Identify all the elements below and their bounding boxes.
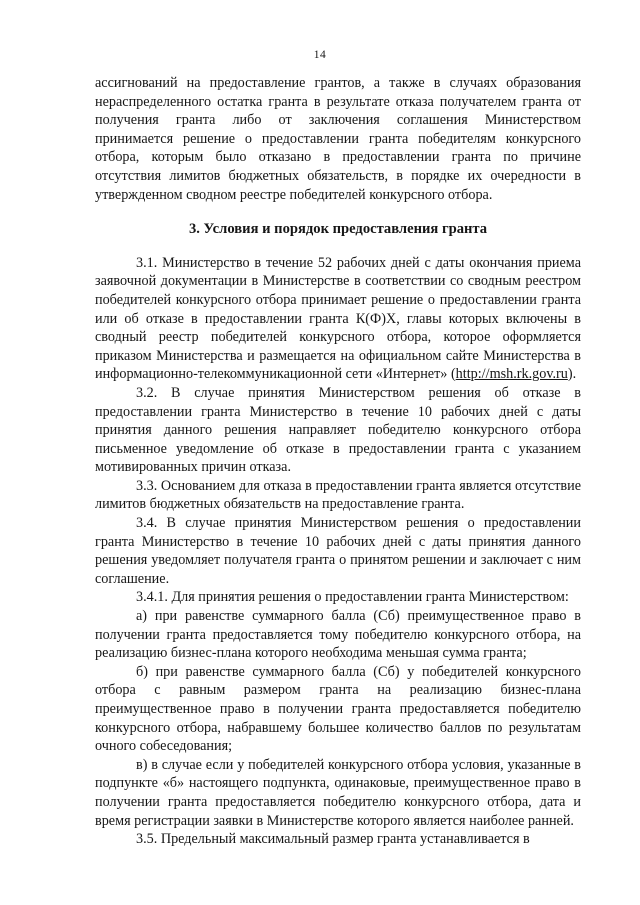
paragraph-3-4-1: 3.4.1. Для принятия решения о предоставлении гранта Министерством: <box>136 589 569 606</box>
paragraph-3-2: 3.2. В случае принятия Министерством решения об отказе в предоставлении гранта Министерство в течение 10 рабочих дней с даты принятия данного решения направляет победителю конкурсного отбора письменное уведомление об отказе в предоставлении гранта с указанием мотивированных причин отказа. <box>95 384 581 476</box>
paragraph-3-1-text: 3.1. Министерство в течение 52 рабочих дней с даты окончания приема заявочной документации в Министерстве в соответствии со сводным реестром победителей конкурсного отбора принимает решение о предоставлении гранта или об отказе в предоставлении гранта К(Ф)Х, главы которых включены в сводный реестр победителей конкурсного отбора, которое оформляется приказом Министерства и размещается на официальном сайте Министерства в информационно-телекоммуникационной сети «Интернет» ( <box>95 254 581 383</box>
page-number: 14 <box>313 49 327 61</box>
ministry-website-link[interactable]: http://msh.rk.gov.ru <box>455 366 568 383</box>
section-heading: 3. Условия и порядок предоставления гранта <box>188 221 488 238</box>
paragraph-3-1 <box>95 254 581 384</box>
paragraph-3-1-end: ). <box>567 366 577 383</box>
paragraph-3-3: 3.3. Основанием для отказа в предоставлении гранта является отсутствие лимитов бюджетных обязательств на предоставление гранта. <box>95 477 581 513</box>
paragraph-continuation: ассигнований на предоставление грантов, а также в случаях образования нераспределенного остатка гранта в результате отказа получателем гранта от получения гранта либо от заключения соглашения Министерством принимается решение о предоставлении гранта победителям конкурсного отбора, которым было отказано в предоставлении гранта по причине отсутствия лимитов бюджетных обязательств, в порядке их очередности в утвержденном сводном реестре победителей конкурсного отбора. <box>95 75 581 203</box>
paragraph-3-4: 3.4. В случае принятия Министерством решения о предоставлении гранта Министерство в течение 10 рабочих дней с даты принятия данного решения уведомляет получателя гранта о принятом решении и заключает с ним соглашение. <box>95 515 581 587</box>
paragraph-3-4-1-v: в) в случае если у победителей конкурсного отбора условия, указанные в подпункте «б» настоящего подпункта, одинаковые, преимущественное право в получении гранта предоставляется победителю конкурсного отбора, дата и время регистрации заявки в Министерстве которого является наиболее ранней. <box>95 756 581 829</box>
document-body <box>95 74 581 849</box>
paragraph-3-4-1-b: б) при равенстве суммарного балла (Сб) у победителей конкурсного отбора с равным размером гранта на реализацию бизнес-плана преимущественное право в получении гранта предоставляется победителю конкурсного отбора, набравшему большее количество баллов по результатам очного собеседования; <box>95 663 581 755</box>
paragraph-3-4-1-a: а) при равенстве суммарного балла (Сб) преимущественное право в получении гранта предоставляется тому победителю конкурсного отбора, на реализацию бизнес-плана которого необходима меньшая сумма гранта; <box>95 608 581 662</box>
paragraph-3-5: 3.5. Предельный максимальный размер гранта устанавливается в <box>136 831 530 848</box>
